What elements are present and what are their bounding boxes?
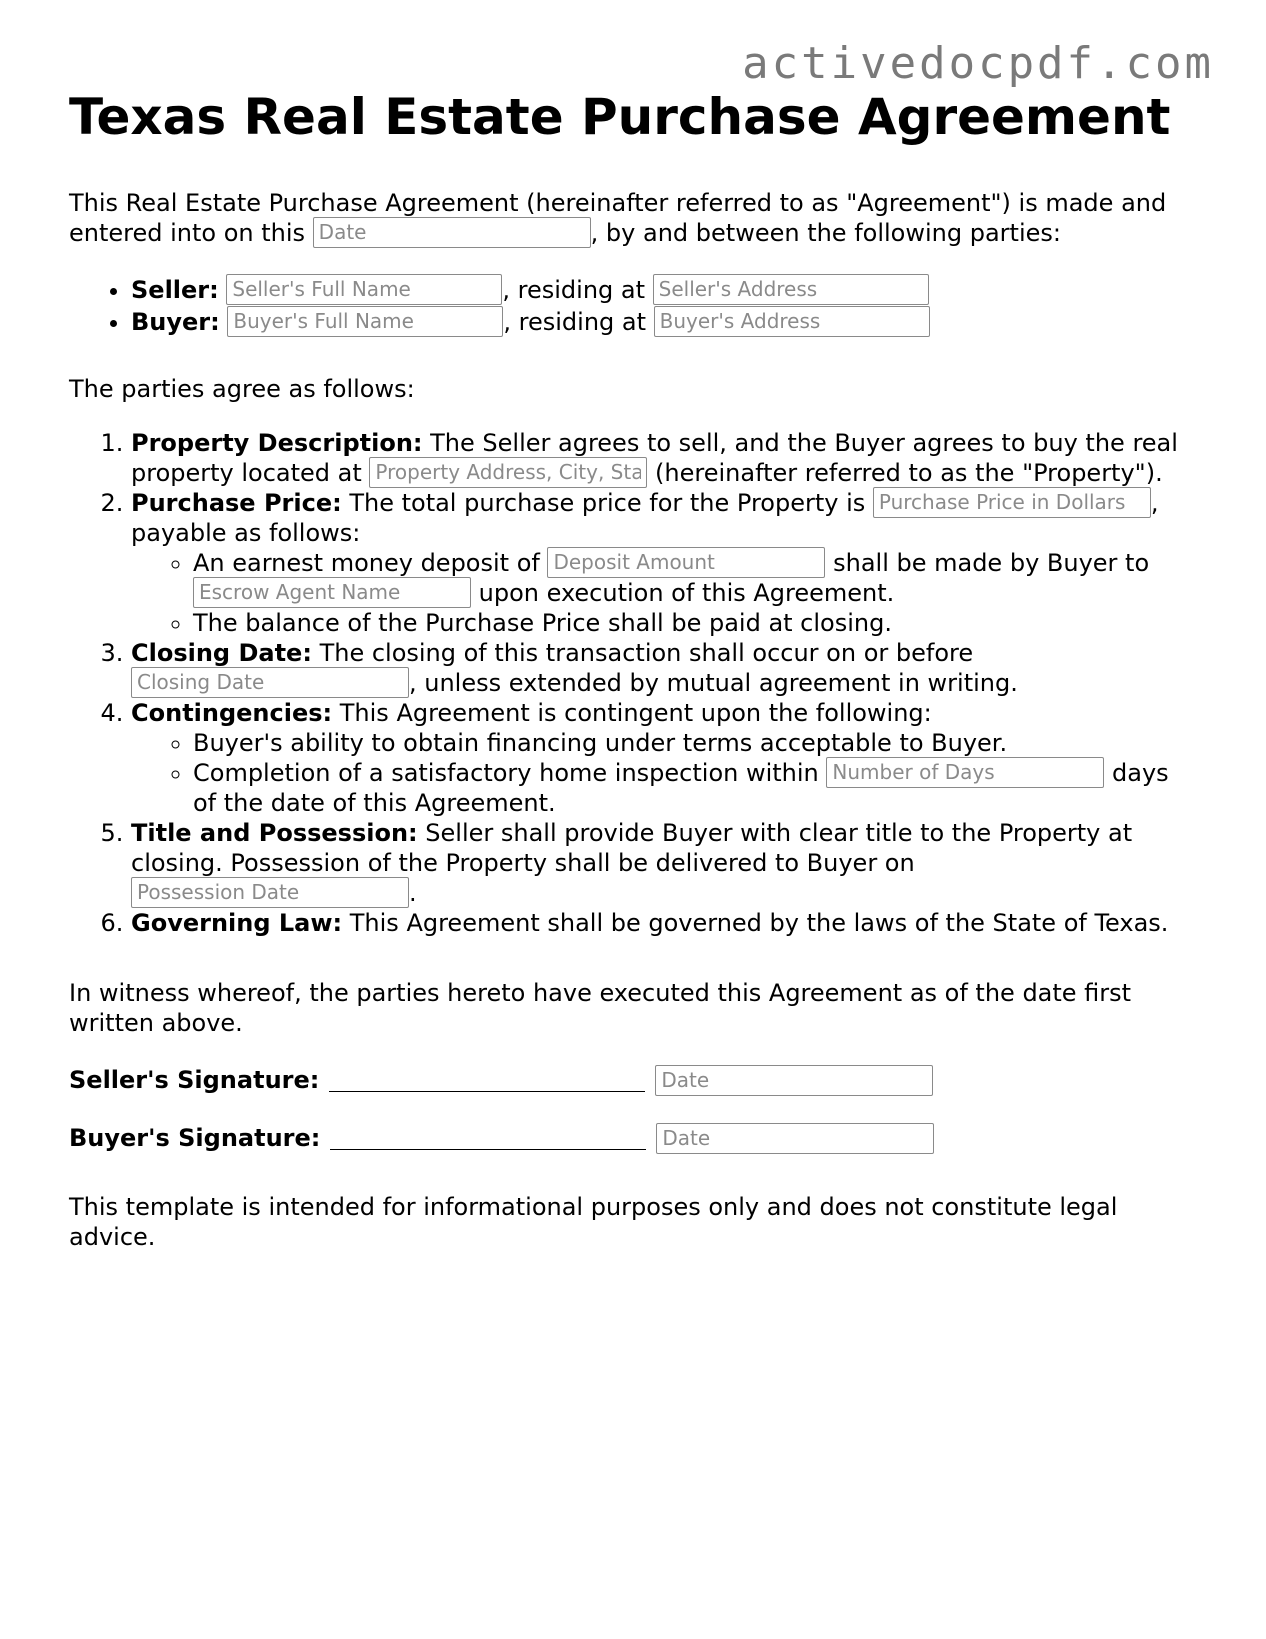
page-title: Texas Real Estate Purchase Agreement	[69, 88, 1171, 146]
term-2-text-after: , payable as follows:	[131, 489, 1159, 547]
term-5-text-before: Seller shall provide Buyer with clear title to the Property at closing. Possession of the Property shall be delivered to Buyer on	[131, 819, 1133, 877]
document-page	[69, 86, 1199, 1252]
financing-item: ◦ Buyer's ability to obtain financing under terms acceptable to Buyer.	[193, 728, 1199, 758]
balance-item: ◦ The balance of the Purchase Price shall be paid at closing.	[193, 608, 1199, 638]
term-closing-date	[131, 638, 1199, 698]
witness-paragraph: In witness whereof, the parties hereto have executed this Agreement as of the date first written above.	[69, 979, 1132, 1037]
possession-date-input[interactable]	[131, 877, 409, 908]
seller-residing-text: , residing at	[502, 276, 653, 304]
closing-date-input[interactable]	[131, 667, 409, 698]
terms-list	[69, 428, 1199, 938]
buyer-signature-date-input[interactable]	[656, 1123, 934, 1154]
inspection-text-after: days of the date of this Agreement.	[193, 759, 1169, 817]
term-2-label: Purchase Price:	[131, 489, 342, 517]
buyer-item	[131, 306, 1199, 338]
intro-paragraph	[69, 188, 1199, 248]
disclaimer: This template is intended for informational purposes only and does not constitute legal advice.	[69, 1193, 1118, 1251]
buyer-residing-text: , residing at	[503, 308, 654, 336]
term-contingencies	[131, 698, 1199, 818]
term-title-possession	[131, 818, 1199, 908]
contingencies-sublist	[131, 728, 1199, 818]
payment-sublist	[131, 548, 1199, 638]
seller-signature-label: Seller's Signature:	[69, 1066, 320, 1094]
buyer-signature-row	[69, 1122, 1199, 1154]
purchase-price-input[interactable]	[873, 487, 1151, 518]
escrow-agent-input[interactable]	[193, 577, 471, 608]
term-property-description	[131, 428, 1199, 488]
term-5-label: Title and Possession:	[131, 819, 418, 847]
seller-signature-date-input[interactable]	[655, 1065, 933, 1096]
buyer-name-input[interactable]	[227, 306, 503, 337]
term-purchase-price	[131, 488, 1199, 638]
agreement-date-input[interactable]	[313, 217, 591, 248]
agree-text: The parties agree as follows:	[69, 375, 415, 403]
seller-signature-row	[69, 1064, 1199, 1096]
term-3-text-after: , unless extended by mutual agreement in writing.	[409, 669, 1018, 697]
earnest-text-after: upon execution of this Agreement.	[471, 579, 895, 607]
seller-address-input[interactable]	[653, 274, 929, 305]
term-6-label: Governing Law:	[131, 909, 343, 937]
buyer-label: Buyer:	[131, 308, 220, 336]
term-6-text: This Agreement shall be governed by the laws of the State of Texas.	[342, 909, 1169, 937]
term-4-text: This Agreement is contingent upon the following:	[332, 699, 932, 727]
watermark: activedocpdf.com	[742, 38, 1214, 89]
buyer-signature-line[interactable]	[330, 1127, 646, 1150]
property-address-input[interactable]	[369, 457, 647, 488]
term-5-text-after: .	[409, 879, 417, 907]
inspection-text-before: Completion of a satisfactory home inspection within	[193, 759, 827, 787]
intro-text-before: This Real Estate Purchase Agreement (hereinafter referred to as "Agreement") is made and entered into on this	[69, 189, 1167, 247]
term-2-text-before: The total purchase price for the Property is	[341, 489, 873, 517]
seller-label: Seller:	[131, 276, 219, 304]
term-1-label: Property Description:	[131, 429, 423, 457]
term-governing-law	[131, 908, 1199, 938]
term-3-text-before: The closing of this transaction shall occur on or before	[311, 639, 974, 667]
buyer-signature-label: Buyer's Signature:	[69, 1124, 321, 1152]
earnest-text-before: An earnest money deposit of	[193, 549, 548, 577]
parties-list	[69, 274, 1199, 338]
deposit-amount-input[interactable]	[547, 547, 825, 578]
earnest-text-middle: shall be made by Buyer to	[825, 549, 1150, 577]
inspection-item	[193, 758, 1199, 818]
earnest-money-item	[193, 548, 1199, 608]
term-3-label: Closing Date:	[131, 639, 312, 667]
term-4-label: Contingencies:	[131, 699, 333, 727]
seller-signature-line[interactable]	[329, 1069, 645, 1092]
seller-item	[131, 274, 1199, 306]
term-1-text-after: (hereinafter referred to as the "Property").	[647, 459, 1163, 487]
term-1-text-before: The Seller agrees to sell, and the Buyer agrees to buy the real property located at	[131, 429, 1178, 487]
intro-text-after: , by and between the following parties:	[590, 219, 1061, 247]
inspection-days-input[interactable]	[826, 757, 1104, 788]
buyer-address-input[interactable]	[654, 306, 930, 337]
seller-name-input[interactable]	[226, 274, 502, 305]
signature-block	[69, 1064, 1199, 1154]
